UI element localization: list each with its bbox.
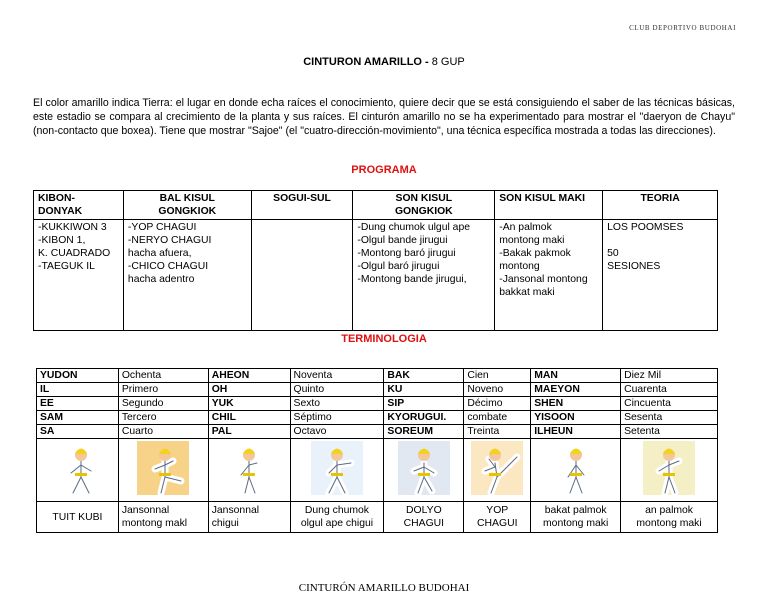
illustration-cell bbox=[37, 439, 119, 502]
programa-header-line: TEORIA bbox=[640, 193, 680, 204]
illustration-cell bbox=[208, 439, 290, 502]
programa-header-line: SOGUI-SUL bbox=[273, 193, 331, 204]
korean-term: SHEN bbox=[531, 397, 621, 411]
programa-cell-son-kisul bbox=[353, 220, 495, 331]
programa-cell-teoria bbox=[603, 220, 718, 331]
programa-item-line: -Montong bande jirugui, bbox=[357, 274, 467, 285]
technique-label-line: DOLYO bbox=[406, 505, 442, 516]
programa-header-line: BAL KISUL bbox=[159, 193, 215, 204]
technique-label bbox=[464, 502, 531, 533]
korean-term: YUDON bbox=[37, 369, 119, 383]
spanish-meaning: Octavo bbox=[290, 425, 384, 439]
terminologia-row bbox=[37, 425, 718, 439]
programa-item-line: -Montong baró jirugui bbox=[357, 248, 456, 259]
spanish-meaning: Décimo bbox=[464, 397, 531, 411]
korean-term: SIP bbox=[384, 397, 464, 411]
programa-item-line: SESIONES bbox=[607, 261, 661, 272]
spanish-meaning: Cien bbox=[464, 369, 531, 383]
programa-header-line: SON KISUL MAKI bbox=[499, 193, 586, 204]
programa-header-line: DONYAK bbox=[38, 206, 83, 217]
illustration-cell bbox=[384, 439, 464, 502]
block-figure-icon bbox=[311, 441, 363, 495]
programa-item-line: -TAEGUK IL bbox=[38, 261, 95, 272]
programa-item-line: -Bakak pakmok bbox=[499, 248, 571, 259]
programa-header-teoria bbox=[603, 191, 718, 220]
spanish-meaning: Segundo bbox=[118, 397, 208, 411]
programa-item-line: -Jansonal montong bbox=[499, 274, 588, 285]
spanish-meaning: Cuarenta bbox=[621, 383, 718, 397]
technique-label bbox=[290, 502, 384, 533]
spanish-meaning: Quinto bbox=[290, 383, 384, 397]
technique-label-line: Jansonnal bbox=[121, 505, 170, 516]
technique-label-line: CHAGUI bbox=[403, 518, 445, 529]
terminologia-row bbox=[37, 369, 718, 383]
spanish-meaning: Noveno bbox=[464, 383, 531, 397]
programa-item-line: hacha adentro bbox=[127, 274, 195, 285]
korean-term: KU bbox=[384, 383, 464, 397]
programa-header-son-kisul bbox=[353, 191, 495, 220]
programa-header-bal-kisul bbox=[123, 191, 251, 220]
programa-item-line bbox=[607, 234, 713, 247]
korean-term: IL bbox=[37, 383, 119, 397]
illustration-row bbox=[37, 439, 718, 502]
korean-term: SA bbox=[37, 425, 119, 439]
korean-term: EE bbox=[37, 397, 119, 411]
illustration-cell bbox=[621, 439, 718, 502]
korean-term: AHEON bbox=[208, 369, 290, 383]
programa-body-row bbox=[34, 220, 718, 331]
programa-item-line: K. CUADRADO bbox=[38, 248, 111, 259]
spanish-meaning: combate bbox=[464, 411, 531, 425]
korean-term: PAL bbox=[208, 425, 290, 439]
spanish-meaning: Sesenta bbox=[621, 411, 718, 425]
front-kick-figure-icon bbox=[137, 441, 189, 495]
spanish-meaning: Setenta bbox=[621, 425, 718, 439]
technique-label-line: YOP bbox=[486, 505, 509, 516]
programa-header-son-kisul-maki bbox=[495, 191, 603, 220]
illustration-cell bbox=[118, 439, 208, 502]
technique-label bbox=[208, 502, 290, 533]
technique-label bbox=[621, 502, 718, 533]
programa-item-line: -An palmok bbox=[499, 222, 552, 233]
page-footer: CINTURÓN AMARILLO BUDOHAI bbox=[298, 582, 470, 594]
technique-label-line: Jansonnal bbox=[211, 505, 260, 516]
programa-cell-kibon bbox=[34, 220, 124, 331]
programa-header-kibon bbox=[34, 191, 124, 220]
technique-label-row bbox=[37, 502, 718, 533]
technique-label-line: TUIT KUBI bbox=[52, 511, 103, 523]
programa-cell-son-kisul-maki bbox=[495, 220, 603, 331]
technique-label-line: bakat palmok bbox=[544, 505, 607, 516]
technique-label bbox=[37, 502, 119, 533]
korean-term: SOREUM bbox=[384, 425, 464, 439]
programa-item-line: -Dung chumok ulgul ape bbox=[357, 222, 471, 233]
punch-figure-icon bbox=[398, 441, 450, 495]
technique-label-line: CHAGUI bbox=[477, 518, 518, 529]
spanish-meaning: Primero bbox=[118, 383, 208, 397]
korean-term: KYORUGUI. bbox=[384, 411, 464, 425]
programa-heading: PROGRAMA bbox=[351, 164, 417, 176]
programa-cell-sogui-sul bbox=[251, 220, 353, 331]
page-title bbox=[0, 56, 768, 68]
low-block-figure-icon bbox=[550, 441, 602, 495]
technique-label-line: montong maki bbox=[636, 518, 702, 529]
illustration-cell bbox=[531, 439, 621, 502]
programa-item-line: LOS POOMSES bbox=[607, 222, 684, 233]
korean-term: SAM bbox=[37, 411, 119, 425]
technique-label-line: montong makl bbox=[121, 518, 188, 529]
stance-figure-icon bbox=[51, 441, 103, 495]
side-block-figure-icon bbox=[643, 441, 695, 495]
korean-term: CHIL bbox=[208, 411, 290, 425]
title-rest: 8 GUP bbox=[428, 56, 465, 68]
programa-cell-bal-kisul bbox=[123, 220, 251, 331]
programa-item-line: -Olgul bande jirugui bbox=[357, 235, 448, 246]
spanish-meaning: Cincuenta bbox=[621, 397, 718, 411]
programa-item-line: -Olgul baró jirugui bbox=[357, 261, 440, 272]
technique-label bbox=[384, 502, 464, 533]
programa-item-line: -KUKKIWON 3 bbox=[38, 222, 107, 233]
programa-header-line: SON KISUL bbox=[395, 193, 453, 204]
spanish-meaning: Séptimo bbox=[290, 411, 384, 425]
spanish-meaning: Diez Mil bbox=[621, 369, 718, 383]
technique-label bbox=[531, 502, 621, 533]
programa-item-line: -KIBON 1, bbox=[38, 235, 86, 246]
korean-term: BAK bbox=[384, 369, 464, 383]
technique-label-line: chigui bbox=[211, 518, 239, 529]
spanish-meaning: Treinta bbox=[464, 425, 531, 439]
technique-label-line: Dung chumok bbox=[304, 505, 370, 516]
guard-figure-icon bbox=[223, 441, 275, 495]
programa-item-line: -YOP CHAGUI bbox=[127, 222, 197, 233]
illustration-cell bbox=[464, 439, 531, 502]
terminologia-heading: TERMINOLOGIA bbox=[341, 333, 427, 345]
programa-item-line: hacha afuera, bbox=[127, 248, 192, 259]
korean-term: ILHEUN bbox=[531, 425, 621, 439]
korean-term: MAEYON bbox=[531, 383, 621, 397]
intro-paragraph: El color amarillo indica Tierra: el lugar en donde echa raíces el conocimiento, quiere decir que se está consiguiendo el saber de las técnicas básicas, este estadio se compara al crecimiento de la planta y sus raíces. El cinturón amarillo no se ha experimentado para mostrar el "daeryon de Chayu" (non-contacto que boxea). Tiene que mostrar "Sajoe" (el "cuatro-dirección-movimiento", una técnica específica mostrada a todas las direcciones). bbox=[33, 97, 735, 137]
korean-term: YISOON bbox=[531, 411, 621, 425]
technique-label bbox=[118, 502, 208, 533]
programa-item-line: montong bbox=[499, 261, 540, 272]
terminologia-row bbox=[37, 411, 718, 425]
korean-term: OH bbox=[208, 383, 290, 397]
title-bold: CINTURON AMARILLO - bbox=[303, 56, 429, 68]
programa-header-line: KIBON- bbox=[38, 193, 75, 204]
terminologia-row bbox=[37, 397, 718, 411]
spanish-meaning: Ochenta bbox=[118, 369, 208, 383]
programa-item-line: -CHICO CHAGUI bbox=[127, 261, 209, 272]
programa-table bbox=[33, 190, 718, 331]
programa-header-row bbox=[34, 191, 718, 220]
technique-label-line: an palmok bbox=[645, 505, 694, 516]
programa-item-line: -NERYO CHAGUI bbox=[127, 235, 212, 246]
programa-item-line: bakkat maki bbox=[499, 287, 555, 298]
spanish-meaning: Tercero bbox=[118, 411, 208, 425]
programa-item-line: 50 bbox=[607, 248, 619, 259]
technique-label-line: olgul ape chigui bbox=[300, 518, 374, 529]
illustration-cell bbox=[290, 439, 384, 502]
club-header: CLUB DEPORTIVO BUDOHAI bbox=[629, 24, 736, 32]
korean-term: MAN bbox=[531, 369, 621, 383]
korean-term: YUK bbox=[208, 397, 290, 411]
spanish-meaning: Sexto bbox=[290, 397, 384, 411]
terminologia-table bbox=[36, 368, 718, 533]
programa-header-line: GONGKIOK bbox=[158, 206, 217, 217]
spanish-meaning: Cuarto bbox=[118, 425, 208, 439]
spanish-meaning: Noventa bbox=[290, 369, 384, 383]
technique-label-line: montong maki bbox=[543, 518, 609, 529]
high-kick-figure-icon bbox=[471, 441, 523, 495]
programa-header-line: GONGKIOK bbox=[394, 206, 453, 217]
terminologia-row bbox=[37, 383, 718, 397]
programa-item-line: montong maki bbox=[499, 235, 565, 246]
programa-header-sogui-sul bbox=[251, 191, 353, 220]
